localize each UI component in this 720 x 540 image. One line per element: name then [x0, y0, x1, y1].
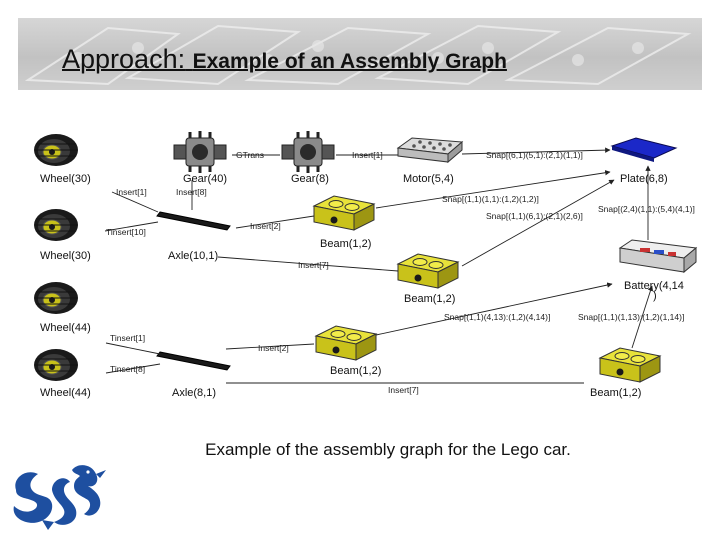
edge-label-gtrans: GTrans [236, 150, 265, 160]
node-label-beam4: Beam(1,2) [590, 387, 642, 399]
node-label-wheel2: Wheel(30) [40, 250, 91, 262]
figure-caption: Example of the assembly graph for the Lego car. [205, 440, 571, 459]
beam-part-1 [314, 196, 374, 230]
edge-tinsert1 [106, 343, 160, 354]
motor-part [398, 138, 462, 162]
edge-label-insert7-beam4: Insert[7] [388, 385, 419, 395]
title-lead: Approach: [62, 44, 186, 74]
node-label-motor: Motor(5,4) [403, 173, 454, 185]
beam-part-4 [600, 348, 660, 382]
edge-label-insert1-gear: Insert[1] [352, 150, 383, 160]
node-label-gear2: Gear(8) [291, 173, 329, 185]
node-label-wheel4: Wheel(44) [40, 387, 91, 399]
beam-part-3 [316, 326, 376, 360]
battery-part [620, 240, 696, 272]
edge-label-insert2-beam1: Insert[2] [250, 221, 281, 231]
node-label-wheel3: Wheel(44) [40, 322, 91, 334]
wheel-part-1 [34, 134, 78, 166]
node-label-battery: Battery(4,14 [624, 280, 684, 292]
edge-label-snap-beam3-battery: Snap[(1,1)(4,13):(1,2)(4,14)] [444, 312, 551, 322]
dragon-logo-icon [8, 460, 108, 532]
node-label-gear1: Gear(40) [183, 173, 228, 185]
gear-part-40 [174, 131, 226, 173]
title-rest: Example of an Assembly Graph [192, 50, 507, 73]
edge-snap-beam2-plate [462, 180, 614, 266]
wheel-part-2 [34, 209, 78, 241]
edge-label-tinsert8: Tinsert[8] [110, 364, 146, 374]
edge-label-snap-beam2-plate: Snap[(1,1)(6,1):(2,1)(2,6)] [486, 211, 583, 221]
node-label-beam1: Beam(1,2) [320, 238, 372, 250]
node-label-axle1: Axle(10,1) [168, 250, 219, 262]
node-label-plate: Plate(6,8) [620, 173, 668, 185]
node-label-beam3: Beam(1,2) [330, 365, 382, 377]
edge-label-insert7-beam2: Insert[7] [298, 260, 329, 270]
edge-label-insert8-gear: Insert[8] [176, 187, 207, 197]
node-label-wheel1: Wheel(30) [40, 173, 91, 185]
edge-label-tinsert10: Tinsert[10] [106, 227, 146, 237]
edge-label-tinsert1: Tinsert[1] [110, 333, 146, 343]
edge-label-snap-beam4-battery: Snap[(1,1)(1,13):(1,2)(1,14)] [578, 312, 685, 322]
plate-part [612, 138, 676, 162]
edge-label-insert2-beam3: Insert[2] [258, 343, 289, 353]
edge-label-snap-battery-plate: Snap[(2,4)(1,1):(5,4)(4,1)] [598, 204, 695, 214]
beam-part-2 [398, 254, 458, 288]
axle-part-10 [157, 212, 230, 230]
wheel-part-3 [34, 282, 78, 314]
edge-snap-beam3-battery [376, 284, 612, 335]
node-label-axle2: Axle(8,1) [172, 387, 217, 399]
axle-part-8 [157, 352, 230, 370]
wheel-part-4 [34, 349, 78, 381]
edge-label-snap-beam1-plate: Snap[(1,1)(1,1):(1,2)(1,2)] [442, 194, 539, 204]
gear-part-8 [282, 131, 334, 173]
node-label-battery-close: ) [653, 290, 657, 302]
node-label-beam2: Beam(1,2) [404, 293, 456, 305]
edge-label-insert1-wheel: Insert[1] [116, 187, 147, 197]
edge-label-snap-motor-plate: Snap[(6,1)(5,1):(2,1)(1,1)] [486, 150, 583, 160]
